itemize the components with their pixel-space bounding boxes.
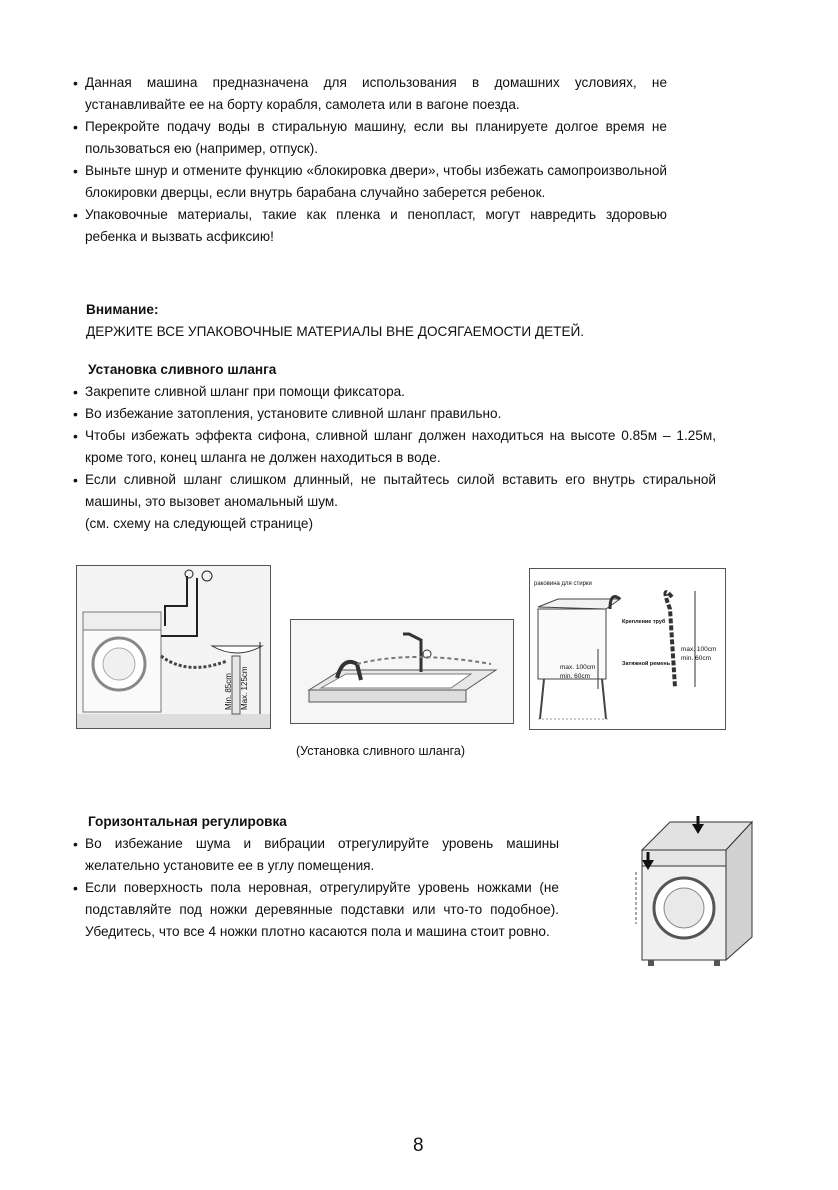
right-min-label: min. 60cm [681,655,711,662]
list-item: • Упаковочные материалы, такие как пленка и пенопласт, могут навредить здоровью ребенка и вызвать асфиксию! [73,204,667,248]
warning-title: Внимание: [86,302,159,317]
figure-caption: (Установка сливного шланга) [296,744,466,758]
right-max-label: max. 100cm [681,646,717,653]
safety-list [73,72,667,248]
sink-label: раковина для стирки [534,581,592,587]
drain-note: (см. схему на следующей странице) [85,516,313,531]
drain-title: Установка сливного шланга [88,362,277,377]
list-item: • Чтобы избежать эффекта сифона, сливной шланг должен находиться на высоте 0.85м – 1.25м, кроме того, конец шланга не должен находиться в воде. [73,425,716,469]
figure-sink-hose [290,619,514,724]
list-item: • Данная машина предназначена для использования в домашних условиях, не устанавливайте ее на борту корабля, самолета или в вагоне поезда. [73,72,667,116]
list-item: • Если поверхность пола неровная, отрегулируйте уровень ножками (не подставляйте под ножки деревянные подставки или что-то подобное). Убедитесь, что все 4 ножки плотно касаются пола и машина стоит ровно. [73,877,559,943]
figure-tub-measurements [529,568,726,730]
warning-block [86,299,686,343]
list-item: • Выньте шнур и отмените функцию «блокировка двери», чтобы избежать самопроизвольной блокировки дверцы, если внутрь барабана случайно заберется ребенок. [73,160,667,204]
list-item: • Закрепите сливной шланг при помощи фиксатора. [73,381,716,403]
figure-washer-leveling [630,812,760,972]
max-125-label: Max. 125cm [240,666,249,710]
list-item: • Перекройте подачу воды в стиральную машину, если вы планируете долгое время не пользоваться ею (например, отпуск). [73,116,667,160]
left-max-label: max. 100cm [560,664,596,671]
strap-label: Затяжной ремень [622,661,671,667]
list-item: • Во избежание затопления, установите сливной шланг правильно. [73,403,716,425]
pipe-fixing-label: Крепление труб [622,619,666,625]
drain-section [73,359,716,535]
list-item: • Если сливной шланг слишком длинный, не пытайтесь силой вставить его внутрь стиральной машины, это вызовет аномальный шум. [73,469,716,513]
warning-text: ДЕРЖИТЕ ВСЕ УПАКОВОЧНЫЕ МАТЕРИАЛЫ ВНЕ ДОСЯГАЕМОСТИ ДЕТЕЙ. [86,324,585,339]
min-85-label: Min. 85cm [224,673,233,710]
page-number: 8 [413,1135,424,1156]
leveling-section [73,811,559,943]
list-item: • Во избежание шума и вибрации отрегулируйте уровень машины желательно установите ее в углу помещения. [73,833,559,877]
leveling-title: Горизонтальная регулировка [88,814,287,829]
left-min-label: min. 60cm [560,673,590,680]
figure-washer-hose [76,565,271,729]
